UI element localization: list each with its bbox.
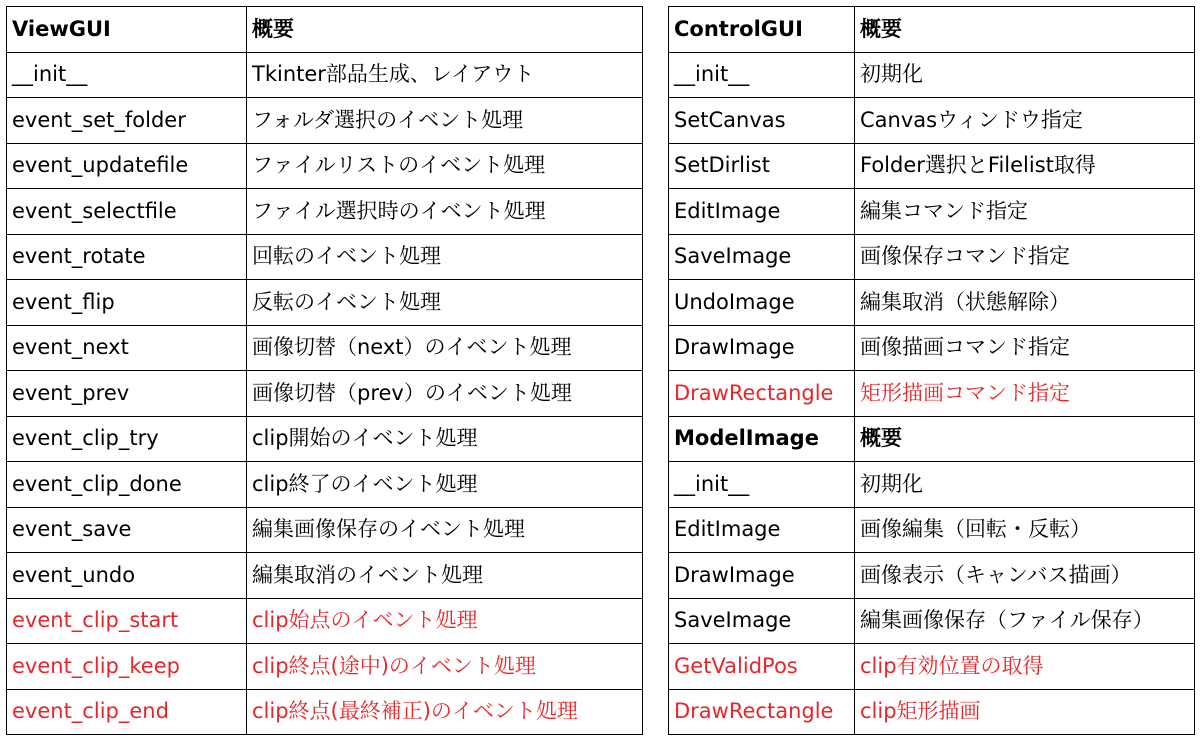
header-desc-cell: 概要 [247,7,643,53]
header-desc-cell: 概要 [855,7,1195,53]
method-description-cell: 編集コマンド指定 [855,189,1195,235]
table-row [7,325,643,371]
method-description-cell: 初期化 [855,462,1195,508]
method-description-cell: clip始点のイベント処理 [247,598,643,644]
table-row [7,234,643,280]
method-name-cell: DrawImage [669,325,855,371]
method-name-cell: SaveImage [669,234,855,280]
table-row [669,462,1195,508]
method-name-cell: event_clip_start [7,598,247,644]
method-description-cell: 画像切替（prev）のイベント処理 [247,371,643,417]
table-row [669,98,1195,144]
method-description-cell: フォルダ選択のイベント処理 [247,98,643,144]
method-name-cell: event_clip_try [7,416,247,462]
method-description-cell: 回転のイベント処理 [247,234,643,280]
method-description-cell: 画像表示（キャンバス描画） [855,553,1195,599]
table-row [7,98,643,144]
method-name-cell: DrawRectangle [669,371,855,417]
table-row [7,52,643,98]
header-name-cell: ControlGUI [669,7,855,53]
table-row [669,189,1195,235]
controlgui-table-body [669,7,1195,417]
method-description-cell: 画像編集（回転・反転） [855,507,1195,553]
method-description-cell: ファイルリストのイベント処理 [247,143,643,189]
table-row [669,598,1195,644]
method-name-cell: __init__ [669,462,855,508]
method-description-cell: clip矩形描画 [855,689,1195,735]
method-name-cell: __init__ [669,52,855,98]
table-row [669,553,1195,599]
method-name-cell: event_set_folder [7,98,247,144]
table-header-row [669,416,1195,462]
method-name-cell: event_undo [7,553,247,599]
table-row [7,553,643,599]
table-row [7,143,643,189]
method-description-cell: clip終了のイベント処理 [247,462,643,508]
method-description-cell: clip終点(途中)のイベント処理 [247,644,643,690]
table-row [7,189,643,235]
method-name-cell: event_next [7,325,247,371]
method-name-cell: __init__ [7,52,247,98]
table-row [669,325,1195,371]
method-description-cell: 初期化 [855,52,1195,98]
method-name-cell: DrawRectangle [669,689,855,735]
controlgui-modelimage-table [668,6,1195,735]
method-name-cell: event_clip_keep [7,644,247,690]
method-description-cell: 反転のイベント処理 [247,280,643,326]
method-description-cell: 編集取消（状態解除） [855,280,1195,326]
table-row [669,52,1195,98]
table-row [7,507,643,553]
table-row [7,689,643,735]
method-description-cell: ファイル選択時のイベント処理 [247,189,643,235]
header-name-cell: ModelImage [669,416,855,462]
header-desc-cell: 概要 [855,416,1195,462]
method-name-cell: event_clip_done [7,462,247,508]
method-name-cell: event_save [7,507,247,553]
method-description-cell: 編集取消のイベント処理 [247,553,643,599]
method-description-cell: Canvasウィンドウ指定 [855,98,1195,144]
table-header-row [7,7,643,53]
viewgui-table [6,6,643,735]
table-row [669,280,1195,326]
method-description-cell: 画像保存コマンド指定 [855,234,1195,280]
table-row [7,644,643,690]
method-name-cell: EditImage [669,189,855,235]
method-name-cell: EditImage [669,507,855,553]
method-description-cell: clip有効位置の取得 [855,644,1195,690]
table-row [669,143,1195,189]
method-description-cell: Tkinter部品生成、レイアウト [247,52,643,98]
table-header-row [669,7,1195,53]
table-row [7,371,643,417]
method-description-cell: 画像描画コマンド指定 [855,325,1195,371]
method-description-cell: clip終点(最終補正)のイベント処理 [247,689,643,735]
method-name-cell: event_rotate [7,234,247,280]
viewgui-table-body [7,7,643,735]
method-name-cell: event_prev [7,371,247,417]
method-description-cell: 矩形描画コマンド指定 [855,371,1195,417]
method-description-cell: 編集画像保存のイベント処理 [247,507,643,553]
method-name-cell: UndoImage [669,280,855,326]
method-name-cell: SetCanvas [669,98,855,144]
method-name-cell: GetValidPos [669,644,855,690]
method-name-cell: event_flip [7,280,247,326]
method-description-cell: 画像切替（next）のイベント処理 [247,325,643,371]
table-row [669,507,1195,553]
method-name-cell: event_clip_end [7,689,247,735]
modelimage-table-body [669,416,1195,735]
table-row [669,689,1195,735]
table-row [7,416,643,462]
table-row [669,644,1195,690]
method-description-cell: clip開始のイベント処理 [247,416,643,462]
method-name-cell: DrawImage [669,553,855,599]
table-row [7,280,643,326]
header-name-cell: ViewGUI [7,7,247,53]
table-row [669,371,1195,417]
method-name-cell: SetDirlist [669,143,855,189]
method-name-cell: event_updatefile [7,143,247,189]
table-row [7,462,643,508]
table-row [7,598,643,644]
method-name-cell: SaveImage [669,598,855,644]
method-description-cell: Folder選択とFilelist取得 [855,143,1195,189]
table-row [669,234,1195,280]
method-name-cell: event_selectfile [7,189,247,235]
method-description-cell: 編集画像保存（ファイル保存） [855,598,1195,644]
